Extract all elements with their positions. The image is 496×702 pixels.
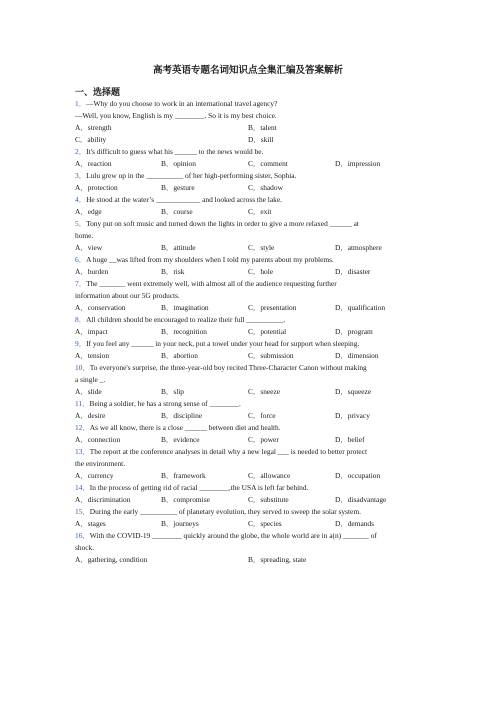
answer-option[interactable]: C．comment: [248, 159, 288, 168]
answer-option[interactable]: B．discipline: [161, 411, 203, 420]
answer-option[interactable]: C．ability: [75, 135, 107, 144]
question-number: 11．: [75, 399, 90, 408]
question-text: —Well, you know, English is my ________. So it is my best choice.: [75, 111, 277, 120]
answer-option[interactable]: C．presentation: [248, 303, 297, 312]
answer-option[interactable]: A．reaction: [75, 159, 112, 168]
answer-option[interactable]: B．course: [161, 207, 193, 216]
question-stem: [75, 279, 337, 289]
question-stem-continued: [75, 291, 180, 301]
question-number: 8．: [75, 315, 87, 324]
answer-option[interactable]: B．evidence: [161, 435, 200, 444]
question-stem: [75, 99, 277, 109]
question-number: 7．: [75, 279, 87, 288]
question-stem: [75, 219, 359, 229]
question-stem: [75, 339, 359, 349]
question-number: 5．: [75, 219, 87, 228]
answer-option[interactable]: A．protection: [75, 183, 118, 192]
question-text: shock.: [75, 543, 95, 552]
answer-option[interactable]: C．style: [248, 243, 275, 252]
answer-option[interactable]: D．disaster: [335, 267, 371, 276]
question-number: 3．: [75, 171, 87, 180]
question-text: A huge __was lifted from my shoulders when I told my parents about my problems.: [86, 255, 334, 264]
question-number: 9．: [75, 339, 87, 348]
question-text: —Why do you choose to work in an international travel agency?: [86, 99, 278, 108]
question-stem: [75, 447, 367, 457]
answer-option[interactable]: B．framework: [161, 471, 206, 480]
question-text: In the process of getting rid of racial ________,the USA is left far behind.: [89, 483, 309, 492]
question-text: The _______ went extremely well, with almost all of the audience requesting further: [86, 279, 337, 288]
answer-option[interactable]: A．impact: [75, 327, 108, 336]
answer-option[interactable]: B．abortion: [161, 351, 198, 360]
answer-option[interactable]: C．submission: [248, 351, 294, 360]
answer-option[interactable]: A．desire: [75, 411, 106, 420]
question-number: 2．: [75, 147, 87, 156]
answer-option[interactable]: A．burden: [75, 267, 109, 276]
question-stem: [75, 423, 281, 433]
answer-option[interactable]: D．atmosphere: [335, 243, 382, 252]
answer-option[interactable]: D．disadvantage: [335, 495, 387, 504]
question-number: 12．: [75, 423, 90, 432]
answer-option[interactable]: D．occupation: [335, 471, 381, 480]
question-stem: [75, 195, 282, 205]
question-text: To everyone's surprise, the three-year-old boy recited Three-Character Canon without making: [89, 363, 367, 372]
answer-option[interactable]: B．journeys: [161, 519, 199, 528]
answer-option[interactable]: C．potential: [248, 327, 287, 336]
answer-option[interactable]: B．talent: [248, 123, 277, 132]
question-stem: [75, 483, 308, 493]
answer-option[interactable]: B．risk: [161, 267, 185, 276]
answer-option[interactable]: C．species: [248, 519, 282, 528]
answer-option[interactable]: C．shadow: [248, 183, 283, 192]
question-number: 15．: [75, 507, 90, 516]
answer-option[interactable]: D．skill: [248, 135, 274, 144]
question-number: 13．: [75, 447, 90, 456]
question-stem: [75, 531, 377, 541]
question-text: Being a soldier, he has a strong sense of ________.: [89, 399, 241, 408]
question-number: 10．: [75, 363, 90, 372]
question-text: home.: [75, 231, 94, 240]
answer-option[interactable]: B．opinion: [161, 159, 196, 168]
answer-option[interactable]: C．force: [248, 411, 276, 420]
question-text: If you feel any ______ in your neck, put a towel under your head for support when sleeping.: [86, 339, 360, 348]
answer-option[interactable]: C．allowance: [248, 471, 291, 480]
answer-option[interactable]: A．conservation: [75, 303, 126, 312]
question-text: As we all know, there is a close ______ between diet and health.: [89, 423, 281, 432]
question-text: He stood at the water’s ____________ and looked across the lake.: [86, 195, 282, 204]
question-text: Lulu grew up in the __________ of her high-performing sister, Sophia.: [86, 171, 297, 180]
question-number: 14．: [75, 483, 90, 492]
answer-option[interactable]: A．connection: [75, 435, 121, 444]
question-stem-continued: [75, 231, 93, 241]
answer-option[interactable]: A．edge: [75, 207, 102, 216]
answer-option[interactable]: D．qualification: [335, 303, 386, 312]
question-stem: [75, 363, 367, 373]
answer-option[interactable]: B．spreading, state: [248, 555, 307, 564]
answer-option[interactable]: C．exit: [248, 207, 272, 216]
section-heading: 一、选择题: [75, 88, 121, 98]
question-number: 1．: [75, 99, 87, 108]
answer-option[interactable]: D．privacy: [335, 411, 370, 420]
answer-option[interactable]: D．program: [335, 327, 373, 336]
question-text: the environment.: [75, 459, 126, 468]
question-stem-continued: [75, 543, 94, 553]
question-number: 6．: [75, 255, 87, 264]
answer-option[interactable]: B．recognition: [161, 327, 207, 336]
answer-option[interactable]: C．hole: [248, 267, 274, 276]
answer-option[interactable]: A．view: [75, 243, 103, 252]
answer-option[interactable]: A．tension: [75, 351, 110, 360]
answer-option[interactable]: B．imagination: [161, 303, 209, 312]
question-number: 4．: [75, 195, 87, 204]
answer-option[interactable]: A．currency: [75, 471, 114, 480]
question-text: During the early __________ of planetary evolution, they served to sweep the solar system.: [89, 507, 361, 516]
answer-option[interactable]: A．slide: [75, 387, 102, 396]
page-title: 高考英语专题名词知识点全集汇编及答案解析: [152, 65, 343, 76]
question-stem: [75, 255, 334, 265]
answer-option[interactable]: A．strength: [75, 123, 112, 132]
answer-option[interactable]: B．attitude: [161, 243, 196, 252]
question-stem: [75, 507, 361, 517]
answer-option[interactable]: B．slip: [161, 387, 184, 396]
question-text: information about our 5G products.: [75, 291, 180, 300]
answer-option[interactable]: C．substitute: [248, 495, 289, 504]
question-text: With the COVID-19 ________ quickly around the globe, the whole world are in a(n) _______ of: [89, 531, 377, 540]
question-stem: [75, 315, 285, 325]
answer-option[interactable]: D．impression: [335, 159, 381, 168]
answer-option[interactable]: C．power: [248, 435, 279, 444]
answer-option[interactable]: C．sneeze: [248, 387, 281, 396]
question-text: The report at the conference analyses in detail why a new legal ___ is needed to better protect: [89, 447, 368, 456]
question-stem-continued: [75, 459, 125, 469]
question-text: All children should be encouraged to realize their full __________.: [86, 315, 286, 324]
question-stem: [75, 147, 263, 157]
question-stem: [75, 171, 296, 181]
question-text: It's difficult to guess what his ______ to the news would be.: [86, 147, 264, 156]
answer-option[interactable]: A．stages: [75, 519, 106, 528]
question-text: a single _.: [75, 375, 106, 384]
answer-option[interactable]: D．dimension: [335, 351, 379, 360]
answer-option[interactable]: B．compromise: [161, 495, 210, 504]
answer-option[interactable]: A．gathering, condition: [75, 555, 148, 564]
answer-option[interactable]: D．demands: [335, 519, 374, 528]
question-number: 16．: [75, 531, 90, 540]
question-stem-continued: [75, 375, 105, 385]
answer-option[interactable]: D．squeeze: [335, 387, 372, 396]
answer-option[interactable]: A．discrimination: [75, 495, 131, 504]
answer-option[interactable]: B．gesture: [161, 183, 195, 192]
question-text: Tony put on soft music and turned down the lights in order to give a more relaxed ______ at: [86, 219, 359, 228]
answer-option[interactable]: D．belief: [335, 435, 365, 444]
question-stem: [75, 399, 241, 409]
question-stem-continued: [75, 111, 277, 121]
